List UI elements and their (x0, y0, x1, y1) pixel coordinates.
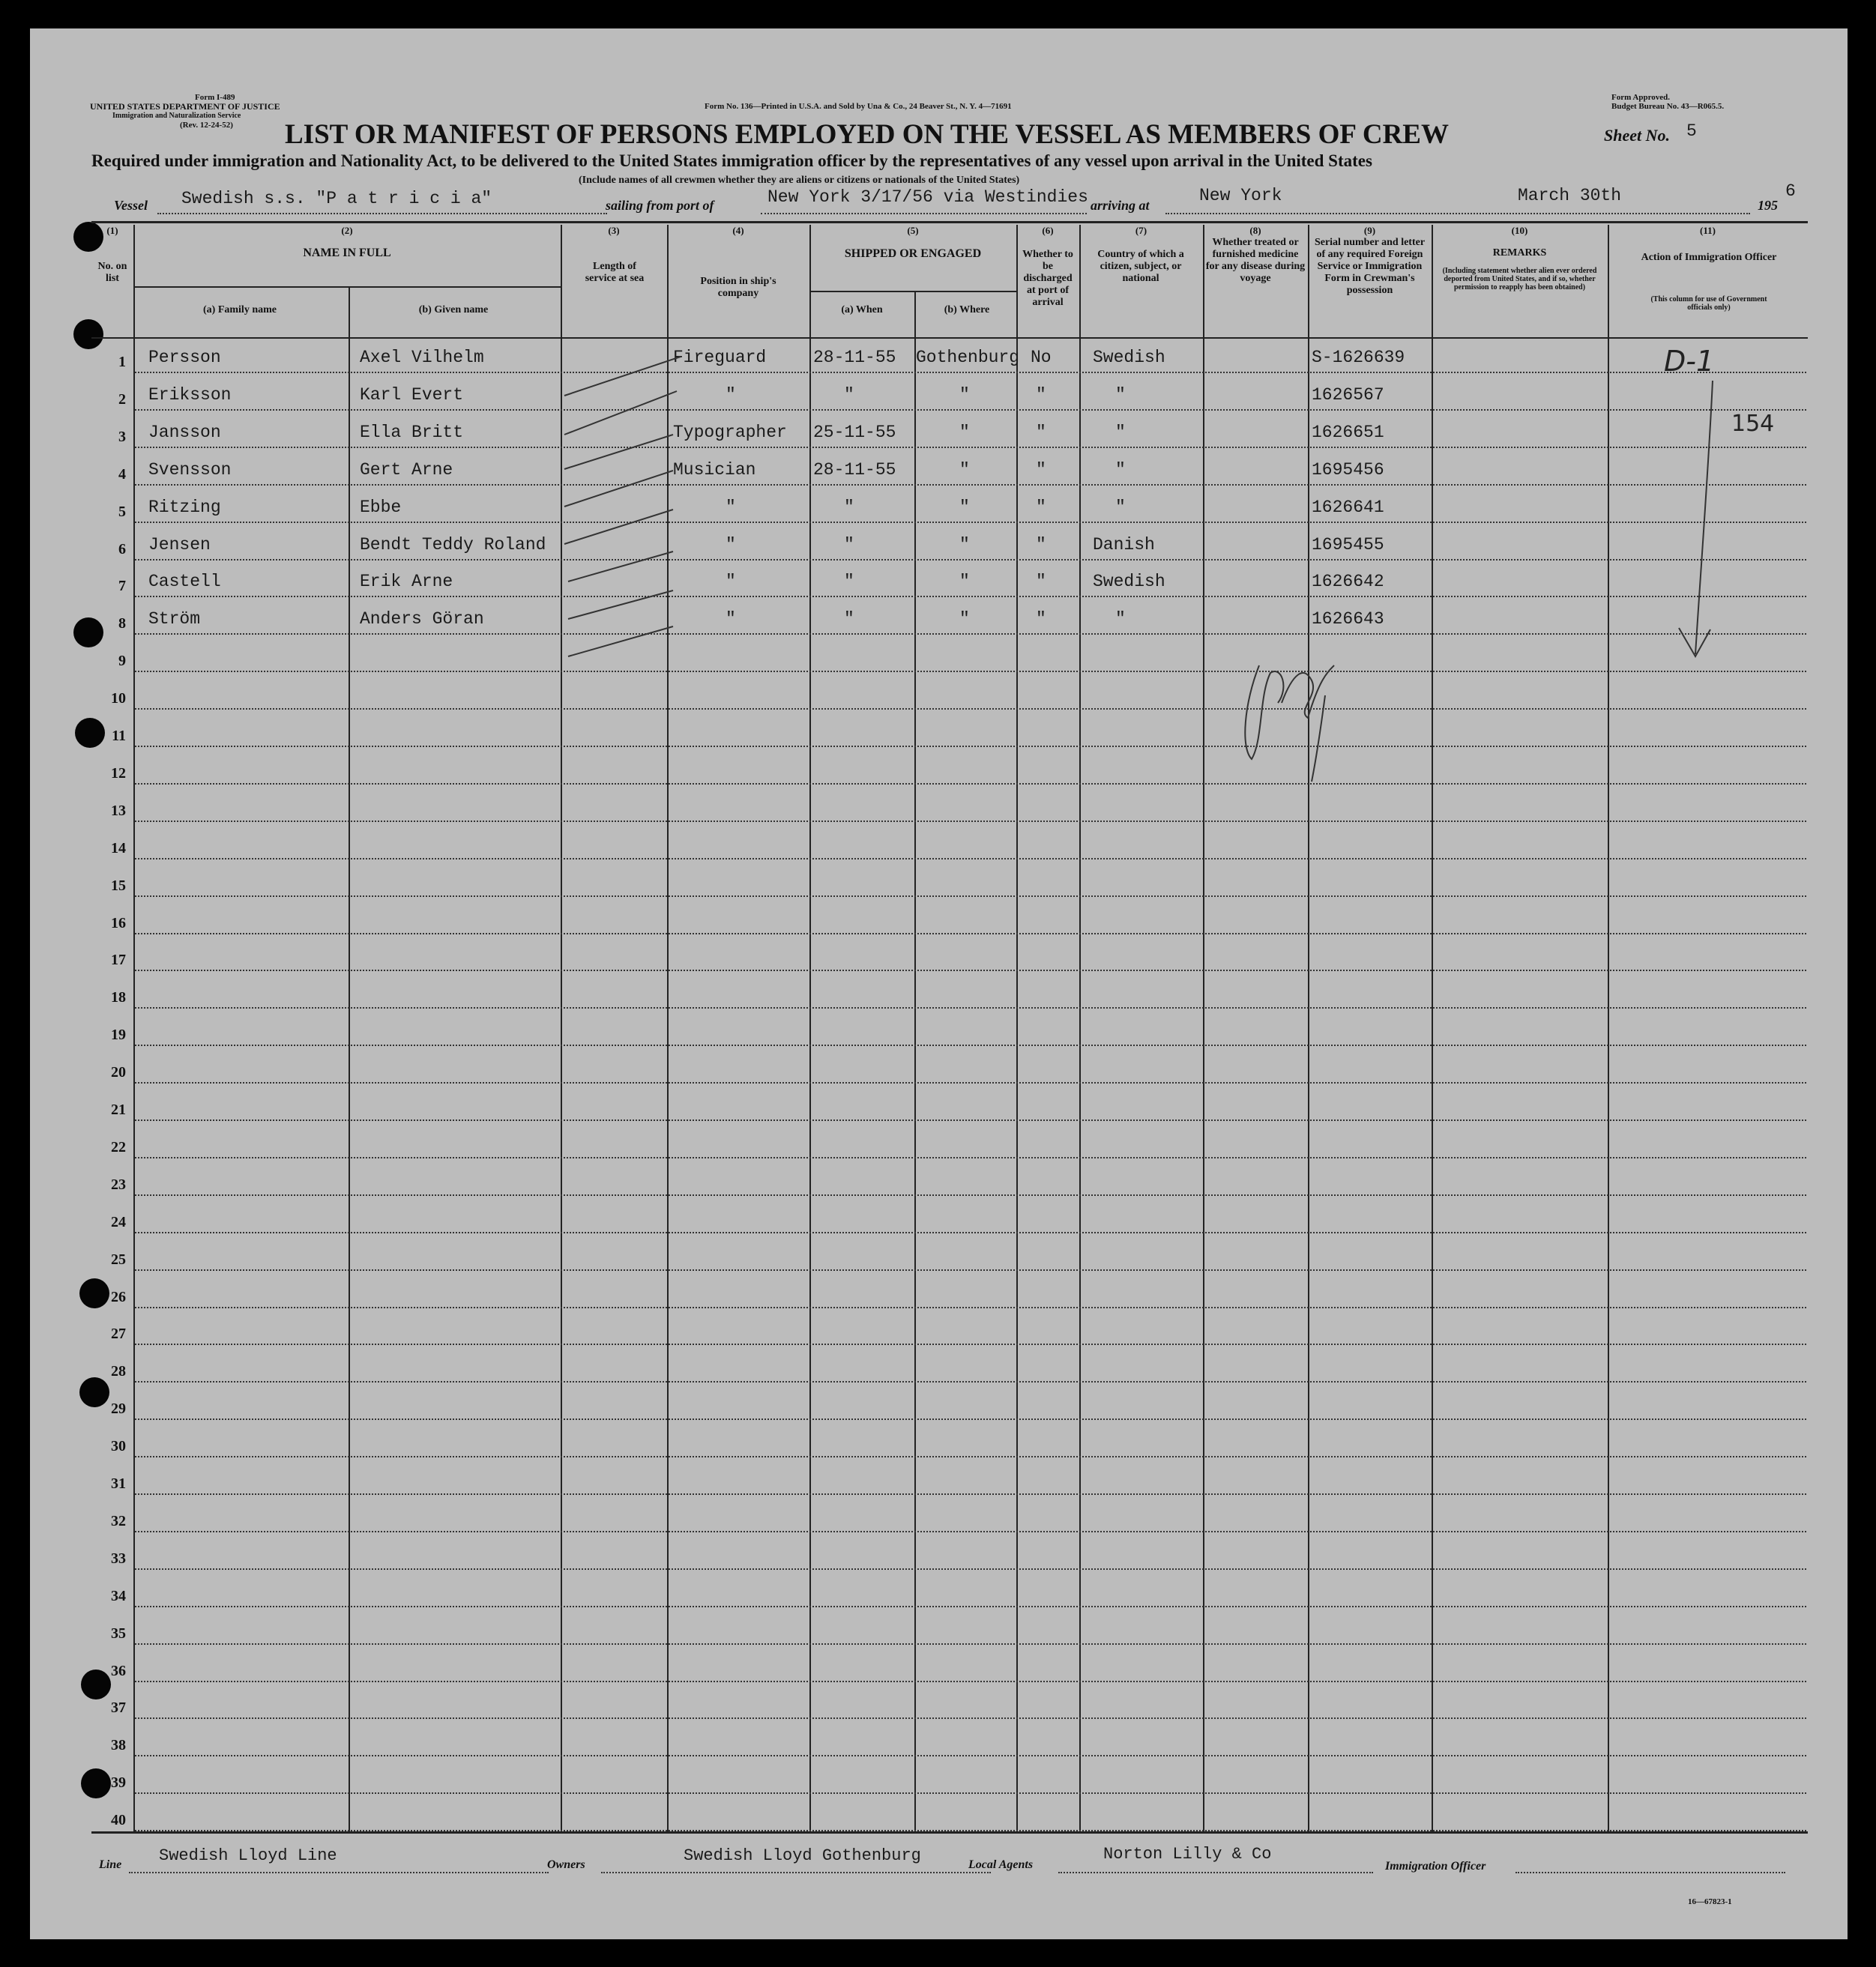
col-given-name: (b) Given name (418, 304, 489, 315)
cell-country: Danish (1093, 535, 1155, 555)
row-number: 35 (111, 1625, 126, 1642)
row-number: 33 (111, 1550, 126, 1567)
row-number: 31 (111, 1475, 126, 1492)
row-number: 7 (118, 578, 126, 594)
cell-given: Gert Arne (360, 460, 453, 480)
vessel-name: Swedish s.s. "P a t r i c i a" (181, 189, 492, 208)
action-mark: D-1 (1664, 345, 1715, 378)
row-number: 34 (111, 1588, 126, 1604)
cell-when: 28-11-55 (813, 460, 896, 480)
col-family-name: (a) Family name (203, 304, 277, 315)
col-shipped-or-engaged: SHIPPED OR ENGAGED (844, 247, 982, 260)
row-number: 21 (111, 1102, 126, 1118)
sheet-label: Sheet No. (1604, 126, 1670, 145)
year-suffix: 6 (1785, 181, 1796, 201)
row-number: 4 (118, 466, 126, 483)
cell-when: " (844, 572, 854, 591)
cell-family: Ritzing (148, 498, 221, 517)
cell-given: Anders Göran (360, 609, 484, 629)
cell-family: Ström (148, 609, 201, 629)
vessel-label: Vessel (114, 198, 148, 213)
row-number: 30 (111, 1438, 126, 1454)
col-action-note: (This column for use of Government officials only) (1650, 295, 1767, 312)
row-number: 5 (118, 504, 126, 520)
col-discharged: Whether to be discharged at port of arrival (1022, 249, 1073, 308)
printer-line: Form No. 136—Printed in U.S.A. and Sold by Una & Co., 24 Beaver St., N. Y. 4—71691 (705, 102, 1012, 111)
owners-label: Owners (547, 1858, 585, 1871)
col-medicine: Whether treated or furnished medicine for any disease during voyage (1205, 237, 1306, 284)
cell-family: Jensen (148, 535, 211, 555)
col-where: (b) Where (944, 304, 990, 315)
cell-serial: S-1626639 (1312, 348, 1405, 367)
cell-country: Swedish (1093, 348, 1165, 367)
col-serial-number: Serial number and letter of any required Foreign Service or Immigration Form in Crewman's possession (1314, 237, 1426, 296)
cell-when: 25-11-55 (813, 423, 896, 442)
punch-hole (73, 319, 103, 349)
line-name: Swedish Lloyd Line (159, 1846, 337, 1865)
revision-date: (Rev. 12-24-52) (180, 121, 233, 130)
cell-given: Karl Evert (360, 385, 464, 405)
cell-discharge: " (1036, 423, 1046, 442)
cell-position: Fireguard (673, 348, 767, 367)
sheet-number: 5 (1686, 121, 1697, 141)
col-length-of-service: Length of service at sea (585, 261, 645, 284)
arriving-port: New York (1199, 186, 1282, 205)
year-prefix: 195 (1758, 198, 1778, 213)
row-number: 20 (111, 1064, 126, 1081)
row-number: 32 (111, 1513, 126, 1529)
cell-family: Eriksson (148, 385, 232, 405)
owners-name: Swedish Lloyd Gothenburg (684, 1846, 921, 1865)
cell-where: " (959, 498, 970, 517)
cell-discharge: " (1036, 460, 1046, 480)
sailing-port: New York 3/17/56 via Westindies (767, 187, 1088, 207)
row-number: 9 (118, 653, 126, 669)
row-number: 11 (112, 728, 126, 744)
cell-when: " (844, 609, 854, 629)
col-name-in-full: NAME IN FULL (303, 247, 391, 259)
cell-discharge: " (1036, 535, 1046, 555)
cell-position: " (726, 609, 736, 629)
row-number: 39 (111, 1774, 126, 1791)
row-number: 26 (111, 1289, 126, 1305)
row-number: 22 (111, 1139, 126, 1155)
row-number: 40 (111, 1812, 126, 1828)
col-action-officer: Action of Immigration Officer (1641, 252, 1777, 263)
cell-where: " (959, 535, 970, 555)
cell-discharge: No (1031, 348, 1052, 367)
cell-given: Bendt Teddy Roland (360, 535, 546, 555)
length-of-service-strokes (561, 343, 711, 673)
sailing-label: sailing from port of (606, 198, 714, 213)
cell-where: " (959, 385, 970, 405)
col-remarks-note: (Including statement whether alien ever ordered deported from United States, and if so, whether permission to reapply has been obtained) (1442, 267, 1597, 291)
cell-serial: 1626651 (1312, 423, 1384, 442)
inspector-initials (1237, 620, 1349, 785)
cell-given: Ebbe (360, 498, 402, 517)
cell-family: Svensson (148, 460, 232, 480)
action-arrow (1656, 373, 1731, 665)
cell-country: " (1115, 498, 1126, 517)
arriving-label: arriving at (1091, 198, 1150, 213)
cell-country: " (1115, 423, 1126, 442)
cell-discharge: " (1036, 572, 1046, 591)
row-number: 14 (111, 840, 126, 856)
cell-country: Swedish (1093, 572, 1165, 591)
cell-discharge: " (1036, 498, 1046, 517)
row-number: 36 (111, 1663, 126, 1679)
cell-serial: 1626642 (1312, 572, 1384, 591)
line-label: Line (99, 1858, 122, 1871)
cell-where: Gothenburg (916, 348, 1020, 367)
cell-when: 28-11-55 (813, 348, 896, 367)
row-number: 38 (111, 1737, 126, 1753)
form-code: 16—67823-1 (1688, 1897, 1732, 1906)
col-position: Position in ship's company (700, 276, 776, 299)
page-title: LIST OR MANIFEST OF PERSONS EMPLOYED ON THE VESSEL AS MEMBERS OF CREW (285, 119, 1449, 150)
row-number: 19 (111, 1027, 126, 1043)
arrival-date: March 30th (1518, 186, 1622, 205)
cell-serial: 1626643 (1312, 609, 1384, 629)
row-number: 10 (111, 690, 126, 707)
cell-serial: 1626567 (1312, 385, 1384, 405)
cell-position: " (726, 535, 736, 555)
cell-given: Erik Arne (360, 572, 453, 591)
cell-serial: 1695455 (1312, 535, 1384, 555)
form-number: Form I-489 (195, 93, 235, 102)
service-name: Immigration and Naturalization Service (112, 112, 241, 120)
cell-country: " (1115, 385, 1126, 405)
officer-label: Immigration Officer (1385, 1860, 1486, 1873)
agents-label: Local Agents (968, 1858, 1034, 1871)
form-approved: Form Approved. (1611, 93, 1671, 102)
cell-given: Axel Vilhelm (360, 348, 484, 367)
cell-where: " (959, 572, 970, 591)
cell-given: Ella Britt (360, 423, 464, 442)
crew-note: (Include names of all crewmen whether they are aliens or citizens or nationals of the United States) (579, 175, 1020, 186)
cell-country: " (1115, 609, 1126, 629)
row-number: 25 (111, 1251, 126, 1268)
row-number: 8 (118, 615, 126, 632)
cell-discharge: " (1036, 609, 1046, 629)
row-number: 3 (118, 429, 126, 445)
row-number: 12 (111, 765, 126, 782)
row-number: 23 (111, 1176, 126, 1193)
col-no-on-list: No. on list (97, 261, 127, 284)
cell-where: " (959, 423, 970, 442)
row-number: 18 (111, 989, 126, 1006)
cell-family: Jansson (148, 423, 221, 442)
row-number: 29 (111, 1401, 126, 1417)
agents-name: Norton Lilly & Co (1103, 1845, 1272, 1864)
row-number: 24 (111, 1214, 126, 1230)
cell-when: " (844, 535, 854, 555)
cell-discharge: " (1036, 385, 1046, 405)
cell-country: " (1115, 460, 1126, 480)
page-count: 154 (1731, 411, 1775, 437)
cell-family: Castell (148, 572, 221, 591)
cell-position: " (726, 572, 736, 591)
row-number: 13 (111, 803, 126, 819)
department-name: UNITED STATES DEPARTMENT OF JUSTICE (90, 101, 280, 112)
row-number: 28 (111, 1363, 126, 1380)
row-number: 17 (111, 952, 126, 968)
row-number: 27 (111, 1326, 126, 1342)
cell-position: " (726, 385, 736, 405)
row-number: 15 (111, 877, 126, 894)
row-number: 1 (118, 354, 126, 370)
col-remarks: REMARKS (1492, 247, 1547, 259)
row-number: 2 (118, 391, 126, 408)
col-country: Country of which a citizen, subject, or national (1097, 249, 1184, 284)
cell-position: " (726, 498, 736, 517)
row-number: 6 (118, 541, 126, 558)
cell-where: " (959, 460, 970, 480)
manifest-sheet: Form I-489 UNITED STATES DEPARTMENT OF JUSTICE Immigration and Naturalization Service (Rev. 12-24-52) Form No. 136—Printed in U.S.A. and Sold by Una & Co., 24 Beaver St., N. Y. 4—71691 Form Approved. Budget Bureau No. 43—R065.5. LIST OR MANIFEST OF PERSONS EMPLOYED ON THE VESSEL AS MEMBERS OF CREW Sheet No. 5 Required under immigration and Nationality Act, to be delivered to the United States immigration officer by the representatives of any vessel upon arrival in the United States (Include names of all crewmen whether they are aliens or citizens or nationals of the United States) Vessel Swedish s.s. "P a t r i c i a" sailing from port of New York 3/17/56 via Westindies arriving at New York March 30th 195 6 (1) (2) (3) (4) (5) (6) (7) (8) (9) (10) (11) No. on list NAME IN FULL (a) Family name (b) Given name Length of service at sea Position in ship's company SHIPPED OR ENGAGED (a) When (b) Where Whether to be discharged at port of arrival Country of which a citizen, subject, or national Whether treated or furnished medicine for any disease during voyage Serial number and letter of any required Foreign Service or Immigration Form in Crewman's possession REMARKS (Including statement whether alien ever ordered deported from United States, and if so, whether permission to reapply has been obtained) Action of Immigration Officer (This column for use of Government officials only) 1 Persson Axel Vilhelm Fireguard 28-11-55 Gothenburg No Swedish S-1626639 2 Eriksson Karl Evert " " " " " 1626567 3 Jansson Ella Britt Typographer 25-11-55 " " " 1626651 4 Svensson Gert Arne Musician 28-11-55 " " " 1695456 5 Ritzing Ebbe " " " " " 1626641 6 Jensen Bendt Teddy Roland " " " " Danish 1695455 7 Castell Erik Arne " " " " Swedish 1626642 8 Ström Anders Göran " " " " " 1626643 9 10 11 12 13 14 15 16 17 18 19 20 21 22 23 24 25 26 27 28 29 30 31 32 33 34 35 36 37 38 39 40 D-1 154 Line Swedish Lloyd Line Owners Swedish Lloyd Gothenburg Local Agents Norton Lilly & Co Immigration Officer 16—67823-1 (30, 28, 1848, 1939)
cell-family: Persson (148, 348, 221, 367)
cell-serial: 1695456 (1312, 460, 1384, 480)
cell-position: Typographer (673, 423, 787, 442)
cell-when: " (844, 498, 854, 517)
budget-bureau: Budget Bureau No. 43—R065.5. (1611, 102, 1725, 111)
col-when: (a) When (841, 304, 883, 315)
cell-serial: 1626641 (1312, 498, 1384, 517)
page-subtitle: Required under immigration and Nationality Act, to be delivered to the United States immigration officer by the representatives of any vessel upon arrival in the United States (91, 151, 1372, 170)
cell-where: " (959, 609, 970, 629)
row-number: 37 (111, 1699, 126, 1716)
cell-position: Musician (673, 460, 756, 480)
row-number: 16 (111, 915, 126, 931)
cell-when: " (844, 385, 854, 405)
